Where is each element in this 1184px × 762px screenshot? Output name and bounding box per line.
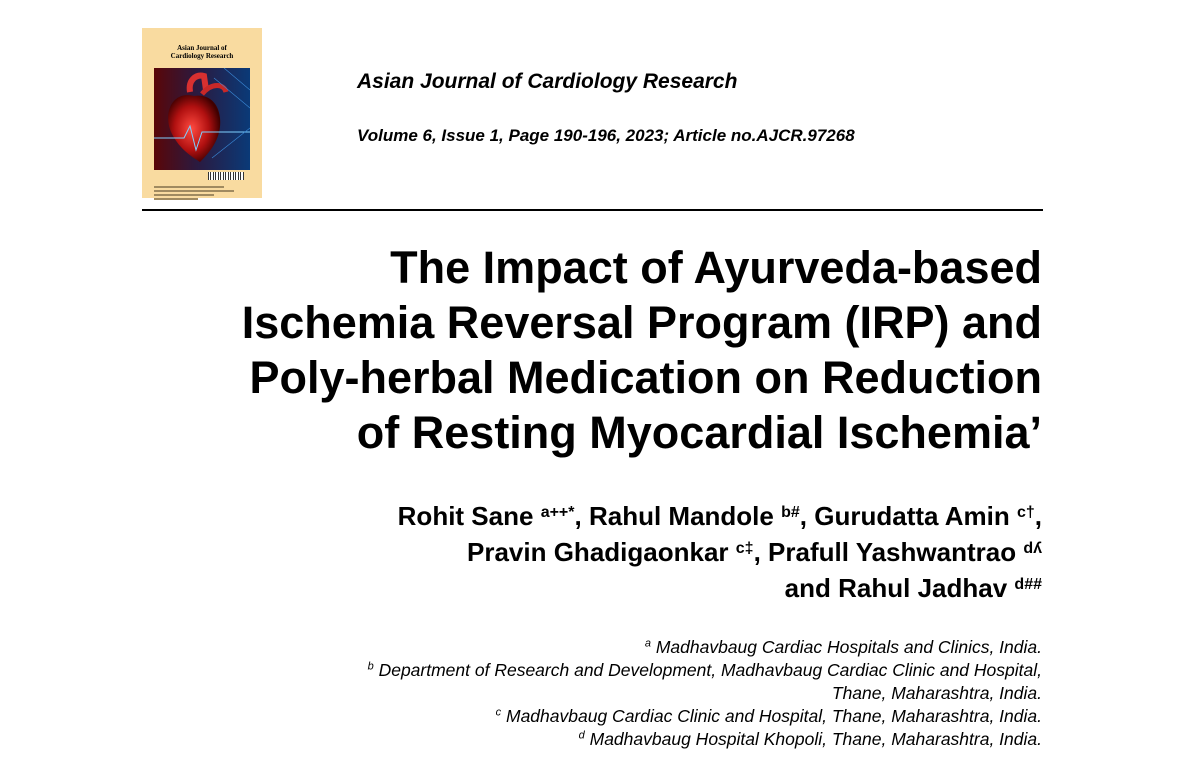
author-affiliation-mark: c‡ — [735, 540, 754, 557]
author-affiliation-mark: dʎ — [1023, 540, 1042, 557]
author-affiliation-mark: a++* — [540, 504, 575, 521]
author-name: Prafull Yashwantrao — [768, 537, 1017, 567]
cover-title: Asian Journal of Cardiology Research — [170, 44, 234, 60]
author-affiliation-mark: b# — [781, 504, 800, 521]
title-line: The Impact of Ayurveda-based — [390, 242, 1042, 293]
author-line: Rohit Sane $^{a++*}$, Rahul Mandole $^{b\#}$, Gurudatta Amin $^{c\dagger}$, — [397, 501, 1042, 531]
barcode-graphic — [208, 172, 244, 180]
affiliation-item-continued: Thane, Maharashtra, India. — [831, 683, 1042, 703]
title-line: Poly-herbal Medication on Reduction — [249, 352, 1042, 403]
author-affiliation-mark: c† — [1016, 504, 1035, 521]
title-line: of Resting Myocardial Ischemia’ — [356, 407, 1042, 458]
affiliation-item: $^c$ Madhavbaug Cardiac Clinic and Hospital, Thane, Maharashtra, India. — [495, 706, 1042, 726]
affiliation-item: $^b$ Department of Research and Development, Madhavbaug Cardiac Clinic and Hospital, — [367, 660, 1042, 680]
author-name: Rahul Mandole — [588, 501, 774, 531]
journal-name: Asian Journal of Cardiology Research — [357, 70, 738, 93]
article-title — [142, 240, 1042, 460]
citation-line: Volume 6, Issue 1, Page 190-196, 2023; Article no.AJCR.97268 — [357, 126, 855, 145]
author-affiliation-mark: d## — [1014, 576, 1042, 593]
affiliation-list — [142, 636, 1042, 751]
affiliation-item: $^d$ Madhavbaug Hospital Khopoli, Thane, Maharashtra, India. — [578, 729, 1042, 749]
title-line: Ischemia Reversal Program (IRP) and — [241, 297, 1042, 348]
author-name: Pravin Ghadigaonkar — [467, 537, 729, 567]
affiliation-item: $^a$ Madhavbaug Cardiac Hospitals and Clinics, India. — [644, 637, 1042, 657]
cover-heart-illustration — [154, 68, 250, 170]
author-name: Rahul Jadhav — [838, 573, 1008, 603]
author-line: and Rahul Jadhav $^{d\#\#}$ — [784, 573, 1042, 603]
header-divider — [142, 209, 1043, 211]
cover-fine-print — [154, 186, 234, 202]
author-line: Pravin Ghadigaonkar $^{c\ddagger}$, Prafull Yashwantrao $^{dʎ}$ — [467, 537, 1042, 567]
journal-cover-image — [142, 28, 262, 198]
author-list — [142, 498, 1042, 606]
author-name: Rohit Sane — [397, 501, 534, 531]
author-name: Gurudatta Amin — [814, 501, 1010, 531]
